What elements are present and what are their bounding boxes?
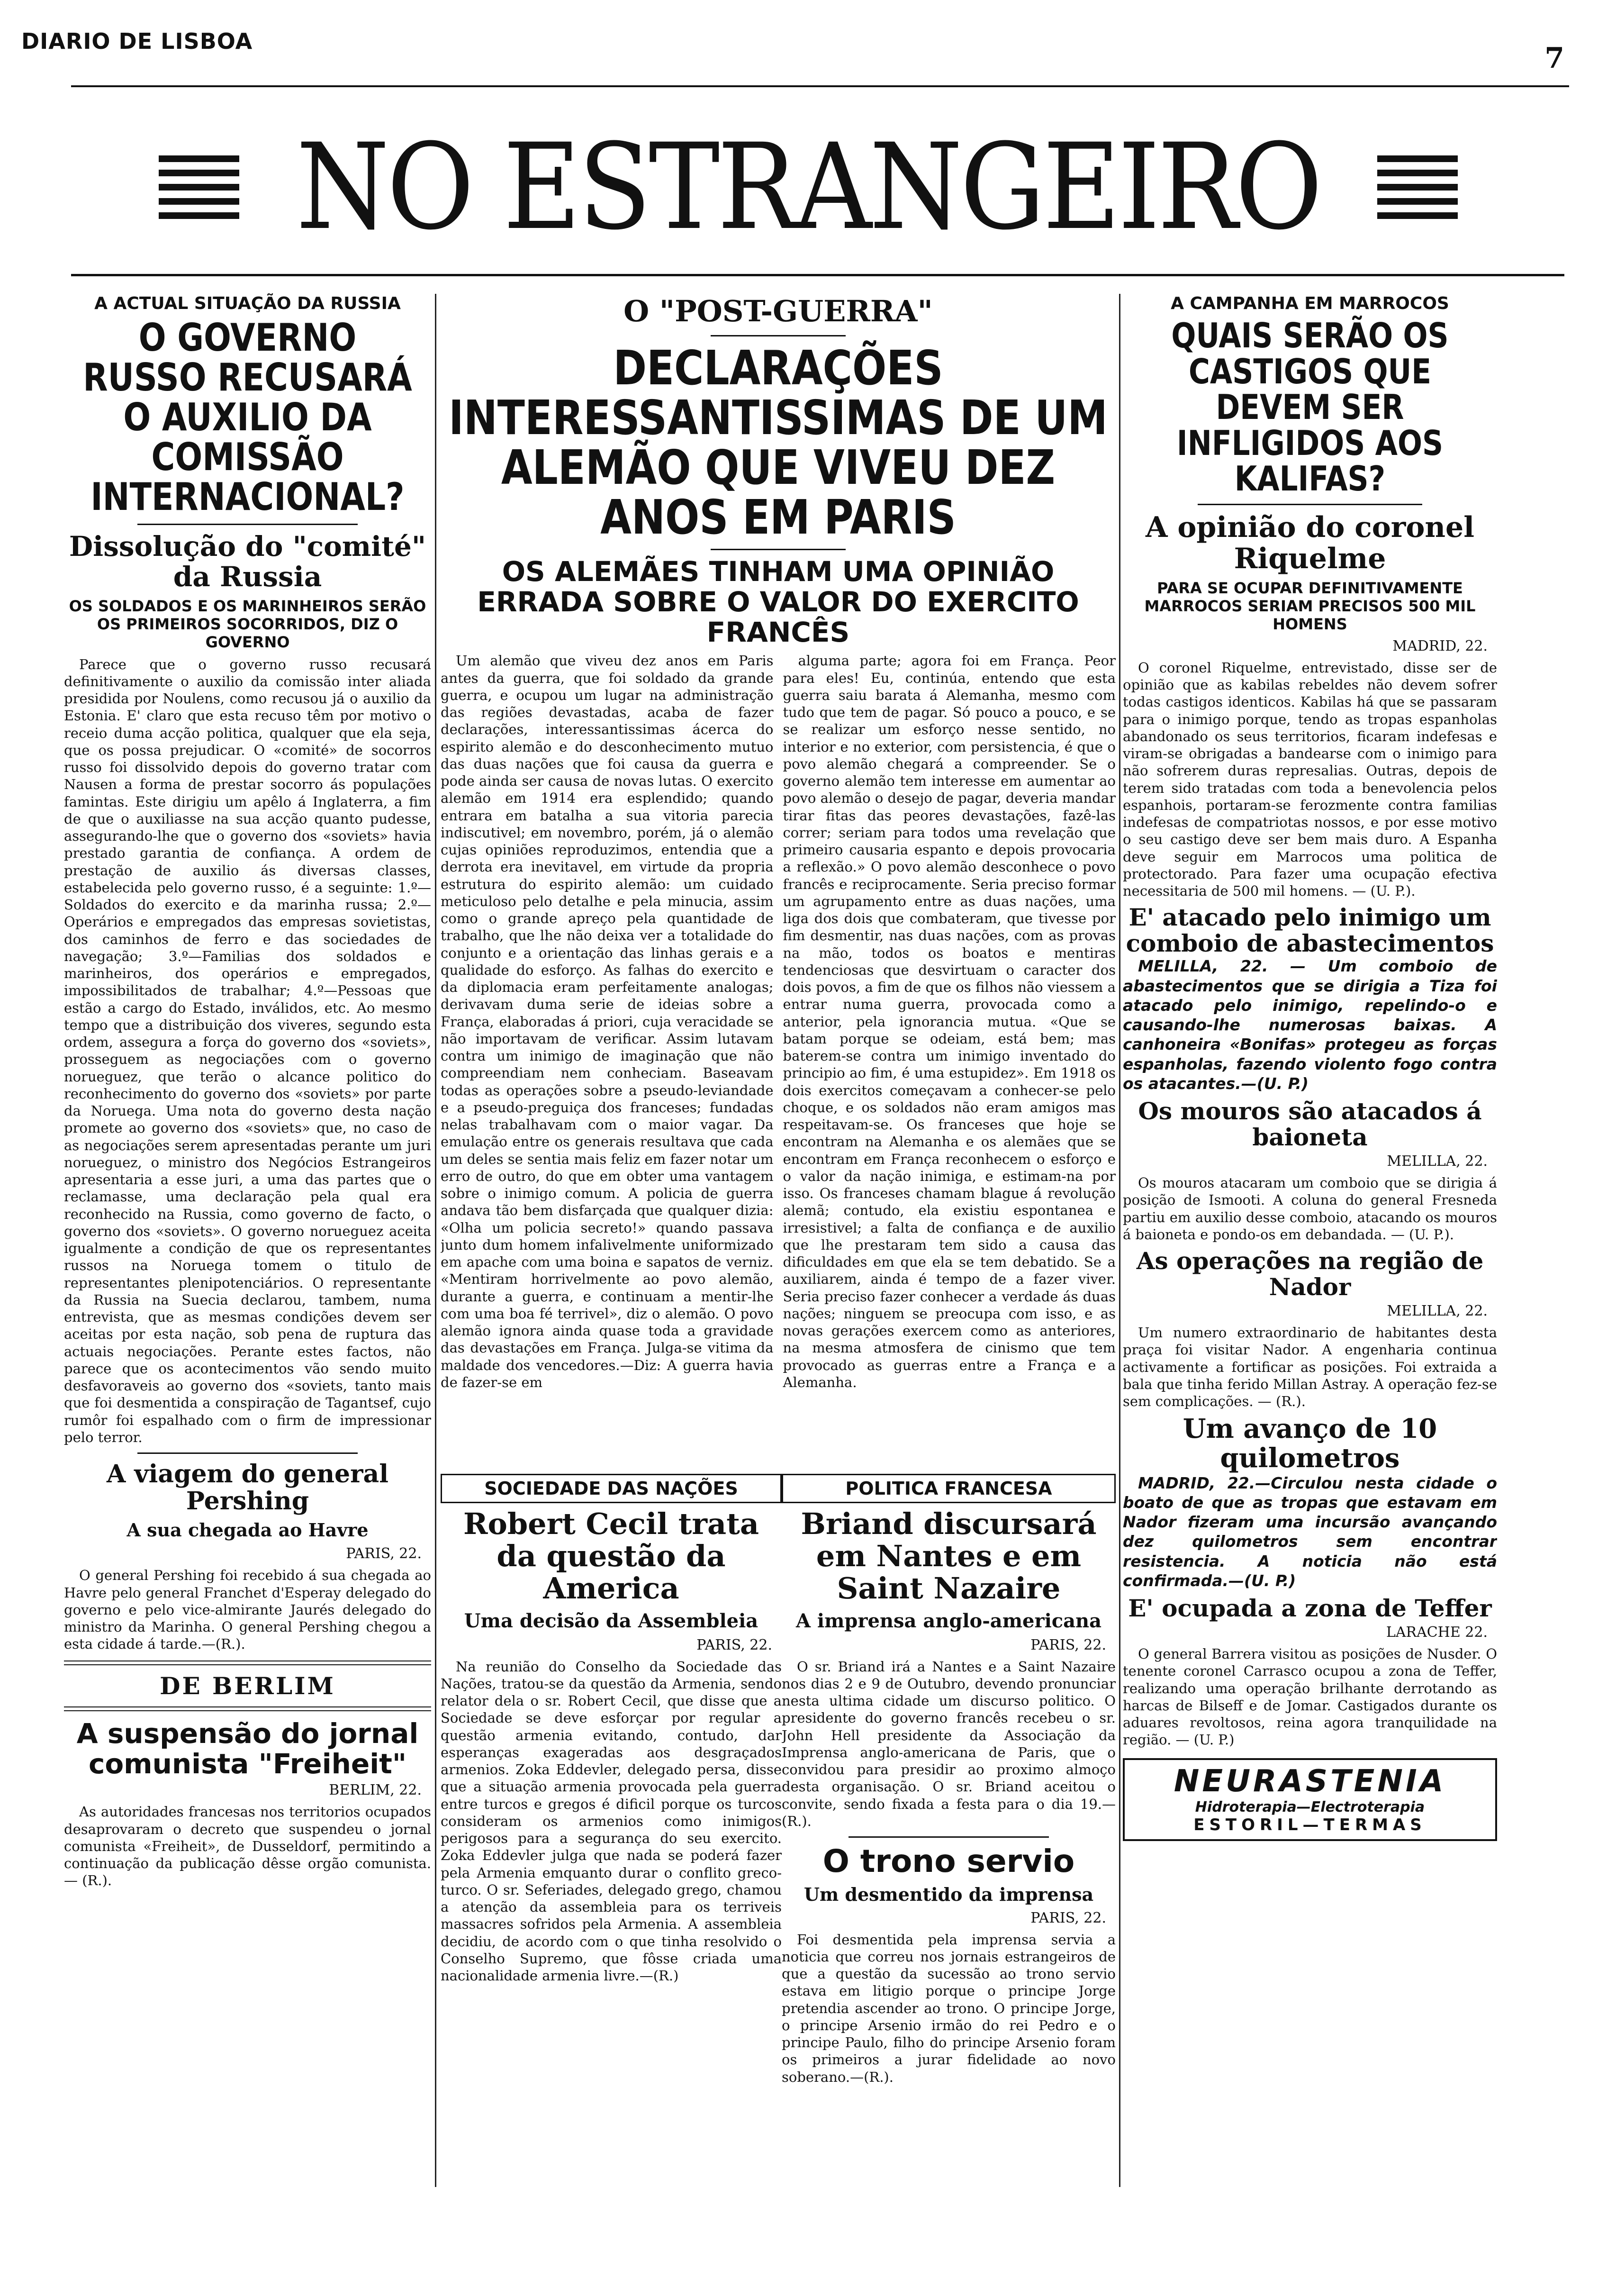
headline: O GOVERNO RUSSO RECUSARÁ O AUXILIO DA COMISSÃO INTERNACIONAL? [83,316,412,519]
divider [711,335,846,336]
ad-line: Hidroterapia—Electroterapia [1195,1798,1425,1815]
paper-name: DIARIO DE LISBOA [21,28,253,54]
divider [711,549,846,550]
ad-brand: NEURASTENIA [1174,1763,1446,1799]
article-body: O coronel Riquelme, entrevistado, disse ser de opinião que as kabilas rebeldes não devem sofrer todas castigos identicos. Kabilas há que se passaram para o inimigo porque, tendo as tropas espanholas abandonado os seus territorios, ficaram indefesas e viram-se obrigadas a bandearse com o inimigo para não sofrerem duras represalias. Outras, depois de terem sido tratadas com toda a benevolencia pelos espanhois, portaram-se ferozmente contra familias indefesas de compatriotas nossos, e por esse motivo o seu castigo deve ser bem mais duro. A Espanha deve seguir em Marrocos uma politica de protectorado. Para fazer uma ocupação efectiva necessitaria de 500 mil homens. — (U. P.). [1123,659,1497,899]
divider [64,1706,431,1711]
section-title: NO ESTRANGEIRO [296,118,1320,256]
top-rule [71,85,1569,87]
headline: QUAIS SERÃO OS CASTIGOS QUE DEVEM SER INFLIGIDOS AOS KALIFAS? [1171,316,1449,499]
advertisement [1123,1758,1497,1841]
article-headline: O trono servio [822,1843,1075,1880]
article-body: MADRID, 22.—Circulou nesta cidade o boato de que as tropas que estavam em Nador fizeram uma incursão avançando dez quilometros sem encontrar resistencia. A noticia não está confirmada.—(U. P.) [1123,1473,1497,1590]
headline: DECLARAÇÕES INTERESSANTISSIMAS DE UM ALEMÃO QUE VIVEU DEZ ANOS EM PARIS [449,340,1108,545]
divider [849,1836,1049,1838]
dateline: MELILLA, 22. [1387,1303,1488,1320]
dateline: MADRID, 22. [1392,637,1488,654]
column-russia [64,284,431,1891]
dateline: PARIS, 22. [1030,1909,1106,1926]
article-body: Parece que o governo russo recusará definitivamente o auxilio da comissão inter aliada presidida por Noulens, como recusou já o auxilio da Estonia. E' claro que esta recuso têm por motivo o receio duma acção politica, qualquer que ela seja, que os possa prejudicar. O «comité» de socorros russo foi dissolvido depois do governo tratar com Nausen a forma de prestar socorro ás populações famintas. Este dirigiu um apêlo á Inglaterra, a fim de que o auxiliasse na sua acção quanto pudesse, assegurando-lhe que o governo dos «soviets» havia prestado garantia de confiança. A ordem de prestação de auxilio ás diversas classes, estabelecida pelo governo russo, é a seguinte: 1.º—Soldados do exercito e da marinha russa; 2.º—Operários e empregados das empresas sovietistas, dos caminhos de ferro e das sociedades de navegação; 3.º—Familias dos soldados e marinheiros, dos operários e empregados, impossibilitados de trabalhar; 4.º—Pessoas que estão a cargo do Estado, inválidos, etc. Ao mesmo tempo que a distribuição dos viveres, segundo esta ordem, assegura a força do governo dos «soviets», prosseguem as negociações com o governo norueguez, que terão o alcance politico do reconhecimento do governo dos «soviets» por parte da Noruega. Uma nota do governo desta nação promete ao governo dos «soviets» que, no caso de as negociações serem apresentadas perante um juri norueguez, o ministro dos Negócios Estrangeiros apresentaria a esse juri, a uma das partes que o reclamasse, uma declaração pela qual era reconhecido na Russia, como governo de facto, o governo dos «soviets». O governo norueguez aceita igualmente a condição de que os representantes russos na Noruega tomem o titulo de representantes plenipotenciários. O representante da Russia na Suecia declarou, tambem, numa entrevista, que as mesmas condições devem ser aceitas por esta nação, sob pena de ruptura das actuais negociações. Perante estes factos, não parece que os acontecimentos vão sendo muito desfavoraveis ao governo dos «soviets, tanto mais que foi desmentida a conspiração de Tagantsef, cujo rumôr foi espalhado com o firm de impressionar pelo terror. [64,656,431,1445]
column-rule [435,294,436,2187]
article-body: Os mouros atacaram um comboio que se dirigia á posição de Ismooti. A coluna do general Fresneda partiu em auxilio desse comboio, atacando os mouros á baioneta e pondo-os em debandada. — (U. P.). [1123,1175,1497,1243]
kicker: SOCIEDADE DAS NAÇÕES [441,1474,782,1503]
article-subhead: Um desmentido da imprensa [804,1883,1094,1905]
article-columns [441,652,1116,1496]
headline: Robert Cecil trata da questão da America [463,1506,759,1606]
article-headline: A viagem do general Pershing [106,1460,388,1516]
center-article [441,284,1116,1496]
article-body: Um numero extraordinario de habitantes desta praça foi visitar Nador. A engenharia continua activamente a fortificar as posições. Foi extraida a bala que tinha ferido Millan Astray. A operação fez-se sem complicações. — (R.). [1123,1325,1497,1410]
article-body: Foi desmentida pela imprensa servia a noticia que correu nos jornais estrangeiros de que a questão da sucessão ao trono servio estava em litigio porque o principe Jorge pretendia ascender ao trono. O principe Jorge, o principe Arsenio irmão do rei Pedro e o principe Paulo, filho do principe Arsenio foram os primeiros a jurar fidelidade ao novo soberano.—(R.). [782,1931,1116,2085]
kicker: DE BERLIM [160,1671,335,1700]
divider [64,1661,431,1665]
banner-ornament-left [159,155,239,219]
deck: OS SOLDADOS E OS MARINHEIROS SERÃO OS PRIMEIROS SOCORRIDOS, DIZ O GOVERNO [69,597,426,651]
dateline: PARIS, 22. [696,1636,772,1653]
article-body: As autoridades francesas nos territorios ocupados desaprovaram o decreto que suspendeu o jornal comunista «Freiheit», de Dusseldorf, permitindo a continuação da publicação dêsse orgão comunista. — (R.). [64,1804,431,1889]
article-body: Na reunião do Conselho da Sociedade das Nações, tratou-se da questão da Armenia, sendo relator dela o sr. Robert Cecil, que disse que a Sociedade se deve esforçar por regular a questão armenia evitando, contudo, dar esperanças exageradas aos desgraçados armenios. Zoka Eddevler, delegado persa, disse que a situação armenia provocada pela guerra entre turcos e gregos é dificil porque os turcos consideram os armenios como inimigos perigosos para a segurança do seu exercito. Zoka Eddevler julga que nada se poderá fazer pela Armenia emquanto durar o conflito greco-turco. O sr. Seferiades, delegado grego, chamou a atenção da assembleia para os terriveis massacres sofridos pela Armenia. A assembleia decidiu, de acordo com o que tinha resolvido o Conselho Supremo, que fôsse criada uma nacionalidade armenia livre.—(R.) [441,1658,782,1984]
dateline: BERLIM, 22. [329,1782,422,1799]
banner-ornament-right [1377,155,1458,219]
dateline: MELILLA, 22. [1387,1153,1488,1170]
column-rule [1119,294,1120,2187]
column-french-politics [782,1474,1116,2087]
dateline: PARIS, 22. [1030,1636,1106,1653]
article-headline: E' atacado pelo inimigo um comboio de abastecimentos [1126,903,1494,958]
kicker: O "POST-GUERRA" [623,294,933,328]
divider [1198,504,1422,505]
subheadline: Uma decisão da Assembleia [464,1609,758,1632]
article-body-right: alguma parte; agora foi em França. Peor para eles! Eu, continúa, entendo que esta guerra saiu barata á Alemanha, mesmo com tudo que tem de pagar. Só pouco a pouco, e se se realizar um esforço nesse sentido, no interior e no exterior, com persistencia, é que o povo alemão chegará a compreender. Se o governo alemão tem interesse em aumentar ao povo alemão o desejo de pagar, deveria mandar tirar fitas das peores devastações, fazê-las correr; seriam para todos uma revelação que primeiro causaria espanto e depois provocaria a reflexão.» O povo alemão desconhece o povo francês e reciprocamente. Seria preciso formar um agrupamento entre as duas nações, uma liga dos dois que combateram, que tivesse por fim desmentir, nas duas nações, com as provas na mão, todos os boatos e mentiras tendenciosas que desvirtuam o caracter dos dois povos, a fim de que os filhos não viessem a entrar numa guerra, provocada como a anterior, pela ignorancia mutua. «Que se batam porque se odeiam, está bem; mas baterem-se contra um inimigo inventado do principio ao fim, é uma estupidez». Em 1918 os dois exercitos começavam a conhecer-se pelo choque, e os soldados não eram amigos mas respeitavam-se. Os franceses que hoje se encontram na Alemanha e os alemães que se encontram em França reconhecem o esforço e o valor da nação inimiga, e estimam-na por isso. Os franceses chamam blague á revolução alemã; contudo, ela existiu espontanea e irresistivel; a falta de confiança e de auxilio que lhe prestaram tem sido a causa das dificuldades em que ela se tem debatido. Se a auxiliarem, ainda é tempo de a fazer viver. Seria preciso fazer conhecer a verdade ás duas nações; ninguem se preocupa com isso, e as novas gerações exercem como as anteriores, na mesma atmosfera de cinismo que tem provocado as guerras entre a França e a Alemanha. [783,653,1116,1390]
article-body-left: Um alemão que viveu dez anos em Paris antes da guerra, que foi soldado da grande guerra, e ocupou um lugar na administração das regiões devastadas, acaba de fazer declarações, interessantissimas ácerca do espirito alemão e do desconhecimento mutuo das duas nações que foi causa da guerra e pode ainda ser causa de novas lutas. O exercito alemão em 1914 era esplendido; quando entrara em batalha a sua vitoria parecia indiscutivel; em novembro, porém, já o alemão cujas opiniões reproduzimos, entendia que a derrota era inevitavel, em virtude da propria estrutura do espirito alemão: um cuidado meticuloso pelo detalhe e pela minucia, assim como o grande apreço pela quantidade de trabalho, que lhe não deixa ver a totalidade do conjunto e a orientação das linhas gerais e a qualidade do esforço. As falhas do exercito e da diplomacia eram perfeitamente analogas; derivavam duma serie de ideias sobre a França, elaboradas á priori, cuja veracidade se não importavam de verificar. Assim lutavam contra um inimigo de imaginação que não compreendiam nem conheciam. Baseavam todas as operações sobre a pseudo-leviandade e a pseudo-preguiça dos franceses; fundadas nelas trabalhavam com o maior vagar. Da emulação entre os generais resultava que cada um deles se sentia mais feliz em fazer notar um erro de outro, do que em obter uma vantagem sobre o inimigo comum. A policia de guerra andava tão bem disfarçada que qualquer dizia: «Olha um policia secreto!» quando passava junto dum homem infalivelmente uniformizado em apache com uma boina e sapatos de verniz. «Mentiram horrivelmente ao povo alemão, durante a guerra, e continuam a mentir-lhe com uma boa fé terrivel», diz o alemão. O povo alemão ignora ainda quase toda a gravidade das devastações em França. Julga-se vitima da maldade dos vencedores.—Diz: A guerra havia de fazer-se em [441,653,774,1390]
section-banner [66,109,1550,265]
column-morocco [1123,284,1497,1841]
subheadline: A opinião do coronel Riquelme [1145,510,1475,575]
kicker: POLITICA FRANCESA [782,1474,1116,1503]
article-subhead: A sua chegada ao Havre [126,1519,369,1541]
ad-line: ESTORIL—TERMAS [1193,1815,1426,1834]
article-headline: As operações na região de Nador [1136,1247,1484,1301]
divider [137,1452,358,1454]
article-headline: Um avanço de 10 quilometros [1183,1413,1437,1474]
kicker: A CAMPANHA EM MARROCOS [1171,294,1449,313]
dateline: PARIS, 22. [346,1545,422,1562]
headline: Briand discursará em Nantes e em Saint Nazaire [801,1506,1097,1606]
article-headline: E' ocupada a zona de Teffer [1128,1594,1492,1623]
article-headline: A suspensão do jornal comunista "Freiheit" [76,1717,419,1780]
deck: OS ALEMÃES TINHAM UMA OPINIÃO ERRADA SOBRE O VALOR DO EXERCITO FRANCÊS [477,555,1079,648]
subheadline: A imprensa anglo-americana [795,1609,1102,1632]
article-body: O general Pershing foi recebido á sua chegada ao Havre pelo general Franchet d'Esperay delegado do governo e pelo vice-almirante Jaurés delegado do ministro da Marinha. O general Pershing chegou a esta cidade á tarde.—(R.). [64,1567,431,1652]
article-body: O sr. Briand irá a Nantes e a Saint Nazaire nos dias 2 e 9 de Outubro, devendo pronunciar nesta ultima cidade um discurso politico. O presidente do governo francês recebeu o sr. John Hell presidente da Associação da Imprensa anglo-americana de Paris, que o convidou para presidir ao proximo almoço desta organisação. O sr. Briand aceitou o convite, sendo fixada a festa para o dia 19.—(R.). [782,1658,1116,1829]
banner-rule [71,274,1564,276]
deck: PARA SE OCUPAR DEFINITIVAMENTE MARROCOS SERIAM PRECISOS 500 MIL HOMENS [1144,579,1476,633]
dateline: LARACHE 22. [1386,1624,1488,1641]
kicker: A ACTUAL SITUAÇÃO DA RUSSIA [94,294,401,313]
column-league-of-nations [441,1474,782,1986]
article-headline: Os mouros são atacados á baioneta [1138,1097,1482,1152]
subheadline: Dissolução do "comité" da Russia [69,530,426,593]
article-body: O general Barrera visitou as posições de Nusder. O tenente coronel Carrasco ocupou a zona de Teffer, realizando uma operação brilhante derrotando as harcas de Bilseff e de Jomar. Castigados durante os aduares revoltosos, reina agora tranquilidade na região. — (U. P.) [1123,1646,1497,1748]
divider [137,524,358,525]
article-body: MELILLA, 22. — Um comboio de abastecimentos que se dirigia a Tiza foi atacado pelo inimigo, repelindo-o e causando-lhe numerosas baixas. A canhoneira «Bonifas» protegeu as forças espanholas, fazendo violento fogo contra os atacantes.—(U. P.) [1123,957,1497,1093]
page-number: 7 [1544,42,1564,75]
